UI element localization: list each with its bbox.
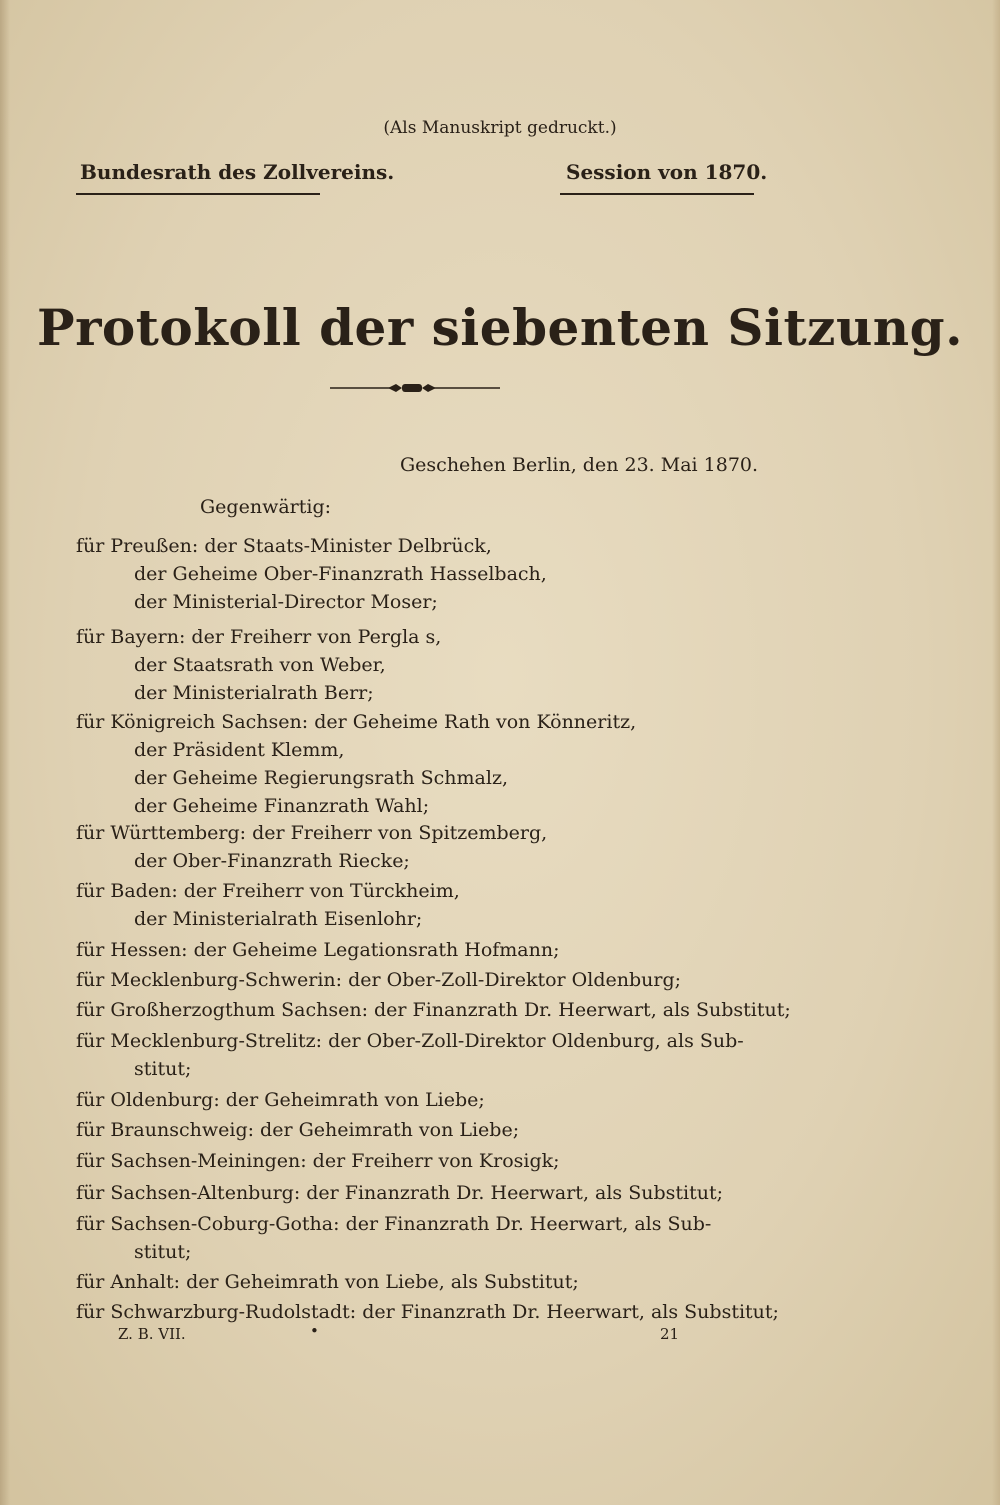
list-item: für Oldenburg: der Geheimrath von Liebe; bbox=[76, 1089, 485, 1111]
list-item: für Anhalt: der Geheimrath von Liebe, als Substitut; bbox=[76, 1271, 579, 1293]
list-item: für Schwarzburg-Rudolstadt: der Finanzrath Dr. Heerwart, als Substitut; bbox=[76, 1301, 779, 1323]
page-edge-right bbox=[992, 0, 1000, 1505]
list-item: für Mecklenburg-Schwerin: der Ober-Zoll-Direktor Oldenburg; bbox=[76, 969, 682, 991]
list-item: stitut; bbox=[134, 1241, 192, 1263]
page-number: 21 bbox=[660, 1325, 680, 1343]
list-item: der Geheime Ober-Finanzrath Hasselbach, bbox=[134, 563, 547, 585]
header-body-name: Bundesrath des Zollvereins. bbox=[80, 160, 395, 184]
footer-dot: • bbox=[310, 1322, 319, 1340]
print-note: (Als Manuskript gedruckt.) bbox=[383, 118, 617, 138]
list-item: stitut; bbox=[134, 1058, 192, 1080]
list-item: für Bayern: der Freiherr von Pergla s, bbox=[76, 626, 442, 648]
footer-signature: Z. B. VII. bbox=[118, 1325, 186, 1343]
page-title: Protokoll der siebenten Sitzung. bbox=[36, 298, 964, 357]
list-item: der Ober-Finanzrath Riecke; bbox=[134, 850, 410, 872]
header-session: Session von 1870. bbox=[566, 160, 768, 184]
list-item: für Sachsen-Meiningen: der Freiherr von Krosigk; bbox=[76, 1150, 560, 1172]
list-item: für Württemberg: der Freiherr von Spitzemberg, bbox=[76, 822, 548, 844]
date-line: Geschehen Berlin, den 23. Mai 1870. bbox=[400, 454, 759, 476]
list-item: für Hessen: der Geheime Legationsrath Hofmann; bbox=[76, 939, 560, 961]
present-label: Gegenwärtig: bbox=[200, 496, 332, 518]
list-item: für Baden: der Freiherr von Türckheim, bbox=[76, 880, 460, 902]
page-edge-left bbox=[0, 0, 10, 1505]
list-item: der Geheime Finanzrath Wahl; bbox=[134, 795, 430, 817]
list-item: für Sachsen-Coburg-Gotha: der Finanzrath Dr. Heerwart, als Sub- bbox=[76, 1213, 712, 1235]
list-item: für Sachsen-Altenburg: der Finanzrath Dr. Heerwart, als Substitut; bbox=[76, 1182, 724, 1204]
ornament-divider-icon bbox=[330, 378, 500, 402]
list-item: für Preußen: der Staats-Minister Delbrück, bbox=[76, 535, 492, 557]
list-item: der Ministerial-Director Moser; bbox=[134, 591, 438, 613]
header-rule-left bbox=[76, 193, 320, 195]
list-item: für Königreich Sachsen: der Geheime Rath von Könneritz, bbox=[76, 711, 637, 733]
list-item: für Großherzogthum Sachsen: der Finanzrath Dr. Heerwart, als Substitut; bbox=[76, 999, 791, 1021]
list-item: der Ministerialrath Eisenlohr; bbox=[134, 908, 423, 930]
list-item: der Staatsrath von Weber, bbox=[134, 654, 386, 676]
header-rule-right bbox=[560, 193, 754, 195]
list-item: für Braunschweig: der Geheimrath von Liebe; bbox=[76, 1119, 520, 1141]
list-item: für Mecklenburg-Strelitz: der Ober-Zoll-Direktor Oldenburg, als Sub- bbox=[76, 1030, 744, 1052]
list-item: der Präsident Klemm, bbox=[134, 739, 345, 761]
list-item: der Ministerialrath Berr; bbox=[134, 682, 374, 704]
list-item: der Geheime Regierungsrath Schmalz, bbox=[134, 767, 508, 789]
